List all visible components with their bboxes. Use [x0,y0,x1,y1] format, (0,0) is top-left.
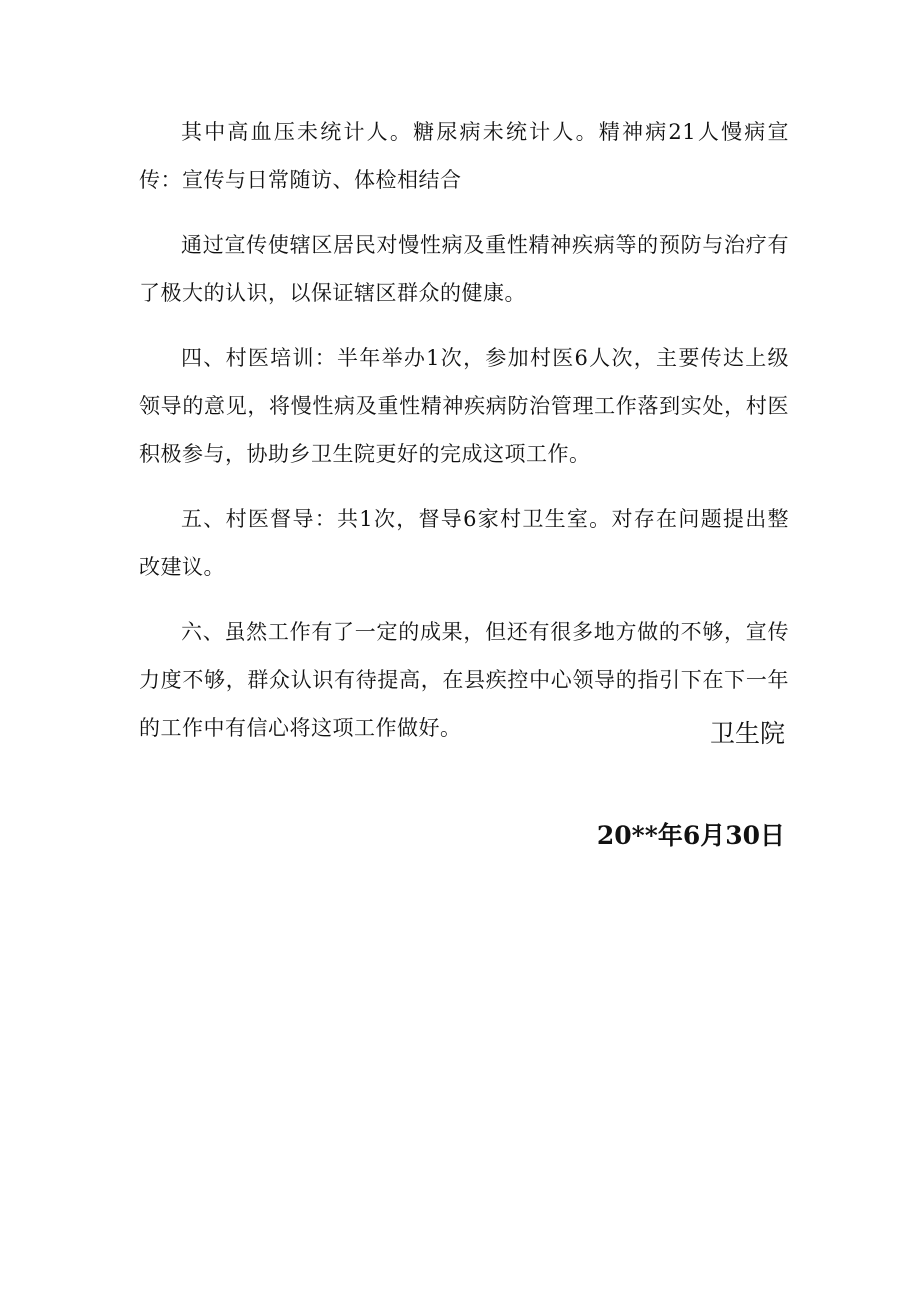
document-body [139,108,789,769]
document-date: 20**年6月30日 [596,821,785,850]
paragraph-publicity-effect: 通过宣传使辖区居民对慢性病及重性精神疾病等的预防与治疗有了极大的认识，以保证辖区群众的健康。 [139,233,789,305]
paragraph-shortcomings: 六、虽然工作有了一定的成果，但还有很多地方做的不够，宣传力度不够，群众认识有待提高，在县疾控中心领导的指引下在下一年的工作中有信心将这项工作做好。 [139,620,789,740]
paragraph-village-doctor-training: 四、村医培训：半年举办1次，参加村医6人次，主要传达上级领导的意见，将慢性病及重性精神疾病防治管理工作落到实处，村医积极参与，协助乡卫生院更好的完成这项工作。 [139,346,789,466]
paragraph-village-doctor-supervision: 五、村医督导：共1次，督导6家村卫生室。对存在问题提出整改建议。 [139,507,789,579]
paragraph-chronic-disease-stats: 其中高血压未统计人。糖尿病未统计人。精神病21人慢病宣传：宣传与日常随访、体检相结合 [139,120,789,192]
signature-organization: 卫生院 [709,719,785,748]
